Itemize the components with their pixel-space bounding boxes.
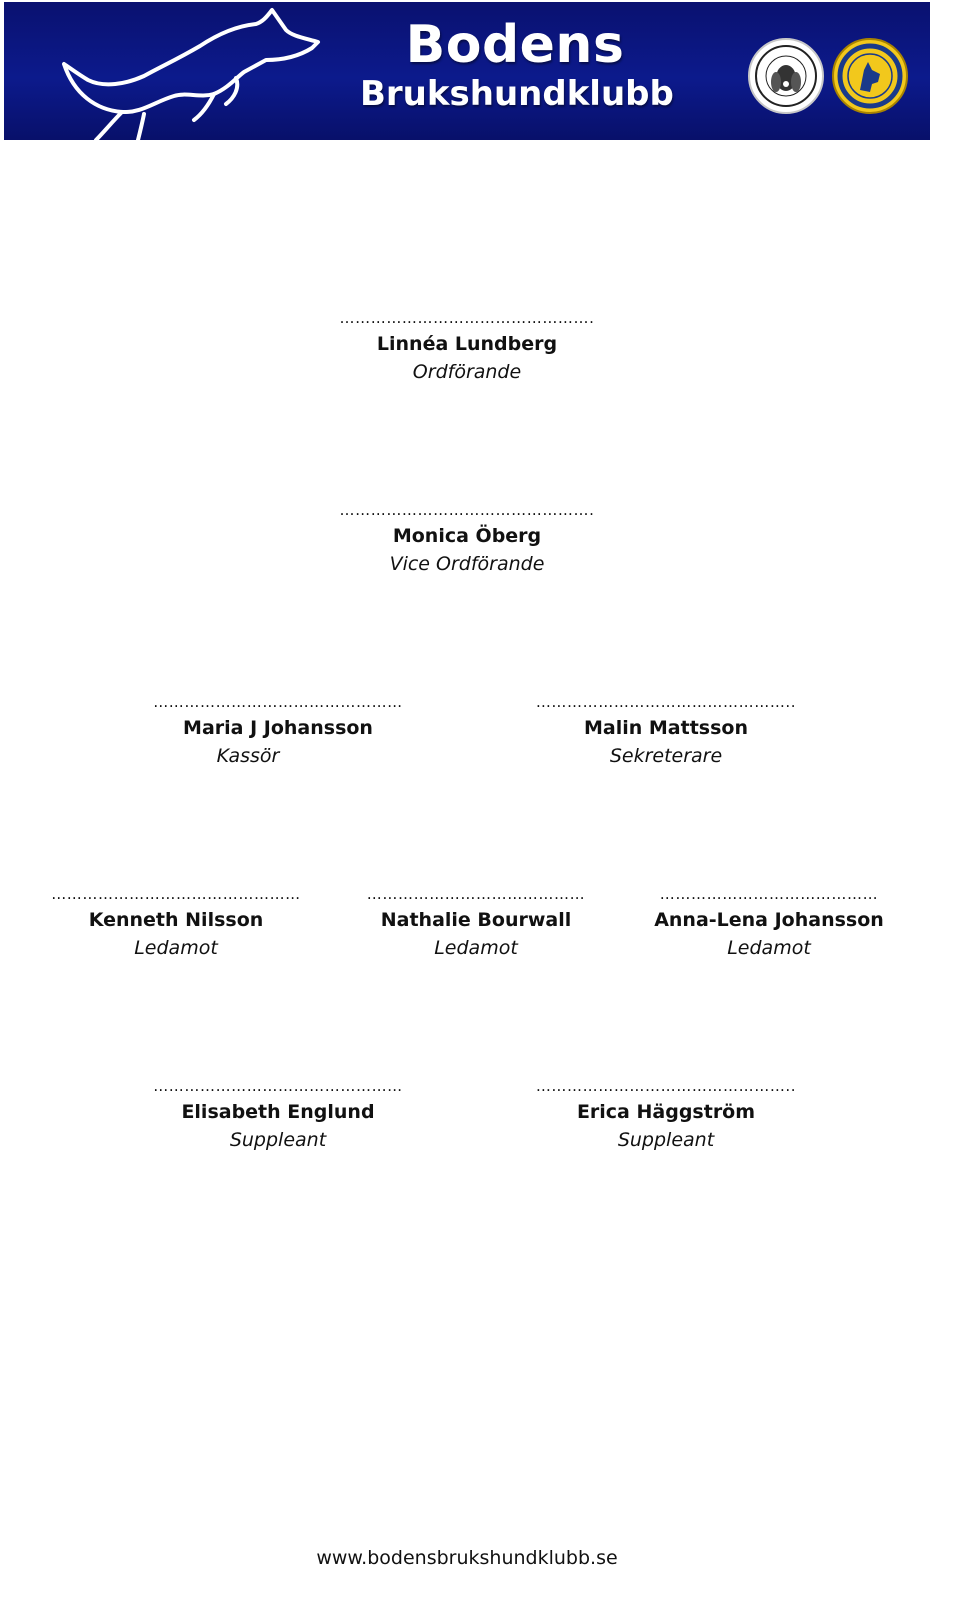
signer-name: Linnéa Lundberg — [376, 333, 558, 355]
signature-block-member-3 — [624, 884, 914, 962]
signer-name: Maria J Johansson — [183, 717, 373, 739]
signature-block-deputy-2 — [516, 1076, 816, 1154]
website-footer: www.bodensbrukshundklubb.se — [316, 1547, 618, 1569]
signature-block-deputy-1 — [128, 1076, 428, 1154]
signature-line: …………………………………………. — [339, 501, 595, 519]
club-subtitle: Brukshundklubb — [360, 74, 674, 114]
signature-line: ………………………………………… — [153, 1077, 403, 1095]
signature-line: …………………………………… — [659, 885, 879, 903]
svenska-brukshundklubben-emblem — [832, 38, 908, 114]
jumping-dog-icon — [4, 2, 344, 140]
signature-line: …………………………………… — [366, 885, 586, 903]
header-banner — [4, 2, 930, 140]
club-name: Bodens — [405, 15, 625, 75]
signature-line: ………………………………………… — [51, 885, 301, 903]
signer-role: Ledamot — [434, 937, 518, 959]
signer-name: Malin Mattsson — [584, 717, 748, 739]
signature-block-treasurer — [128, 692, 428, 770]
signature-block-chair — [317, 308, 617, 386]
signer-role: Suppleant — [229, 1129, 327, 1151]
club-title — [360, 15, 674, 114]
signature-line: …………………………………………. — [339, 309, 595, 327]
signer-name: Erica Häggström — [576, 1101, 756, 1123]
signer-role: Suppleant — [617, 1129, 715, 1151]
signer-role: Ordförande — [412, 361, 522, 383]
signer-name: Elisabeth Englund — [181, 1101, 375, 1123]
signer-role: Ledamot — [134, 937, 218, 959]
signer-role: Sekreterare — [609, 745, 723, 767]
signer-role: Vice Ordförande — [389, 553, 545, 575]
signer-name: Monica Öberg — [392, 525, 542, 547]
signer-role: Kassör — [216, 745, 280, 767]
sveriges-hundungdom-emblem — [748, 38, 824, 114]
signature-line: ………………………………………… — [153, 693, 403, 711]
signature-block-secretary — [516, 692, 816, 770]
signature-block-member-1 — [26, 884, 326, 962]
signer-role: Ledamot — [727, 937, 811, 959]
signer-name: Anna-Lena Johansson — [654, 909, 884, 931]
signer-name: Kenneth Nilsson — [88, 909, 264, 931]
signature-line: ………………………………………….. — [535, 693, 797, 711]
signature-block-member-2 — [336, 884, 616, 962]
signature-line: ………………………………………….. — [535, 1077, 797, 1095]
signer-name: Nathalie Bourwall — [380, 909, 572, 931]
signature-block-vice-chair — [317, 500, 617, 578]
